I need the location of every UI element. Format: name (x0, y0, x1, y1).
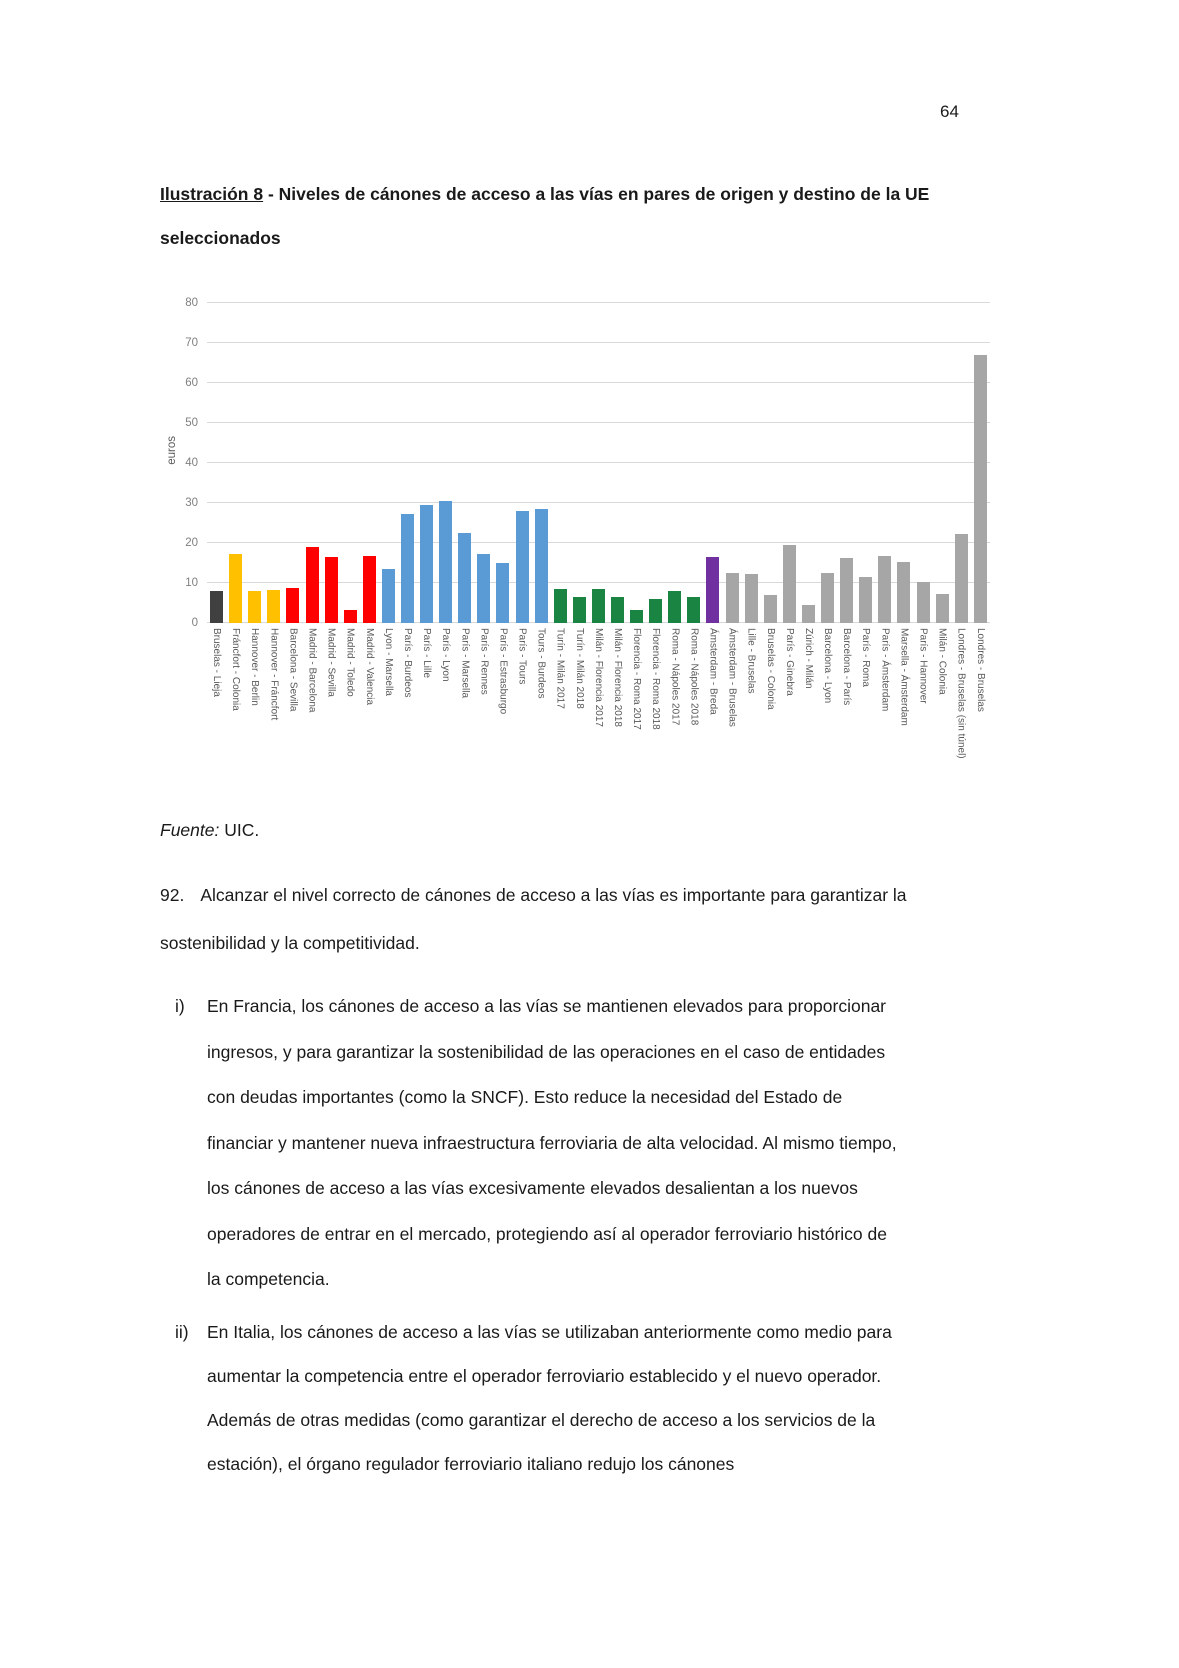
bar-París - Ámsterdam (878, 556, 891, 623)
xlabel-slot (971, 628, 990, 712)
paragraph-text: Alcanzar el nivel correcto de cánones de acceso a las vías es importante para garantizar la sostenibilidad y la competitividad. (160, 885, 907, 953)
x-axis-category-label: Madrid - Sevilla (325, 628, 337, 697)
xlabel-slot (818, 628, 837, 703)
bar-Madrid - Barcelona (306, 547, 319, 623)
x-axis-category-label: Barcelona - Sevilla (287, 628, 299, 712)
xlabel-slot (875, 628, 894, 711)
bar-slot (971, 355, 990, 623)
y-axis-tick-label: 0 (191, 617, 198, 629)
paragraph-92 (160, 871, 908, 967)
bar-slot (780, 545, 799, 623)
bar-Bruselas - Lieja (210, 591, 223, 623)
xlabel-slot (570, 628, 589, 709)
x-axis-category-label: Hannover - Fráncfort (268, 628, 280, 721)
x-axis-category-label: Bruselas - Lieja (211, 628, 223, 697)
bar-Marsella - Ámsterdam (897, 562, 910, 623)
xlabel-slot (684, 628, 703, 725)
bar-slot (818, 573, 837, 623)
x-axis-category-label: Lyon - Marsella (382, 628, 394, 696)
bar-Madrid - Toledo (344, 610, 357, 623)
bar-slot (742, 574, 761, 623)
y-axis-tick-label: 60 (185, 377, 198, 389)
bar-Florencia - Roma 2018 (649, 599, 662, 623)
xlabel-slot (379, 628, 398, 696)
bar-slot (913, 582, 932, 623)
x-axis-category-label: París - Ámsterdam (879, 628, 891, 712)
xlabel-slot (436, 628, 455, 682)
x-axis-category-label: Ámsterdam - Breda (707, 628, 719, 715)
bar-Milán - Florencia 2017 (592, 589, 605, 623)
xlabel-slot (761, 628, 780, 710)
xlabel-slot (398, 628, 417, 697)
bar-Barcelona - Lyon (821, 573, 834, 623)
xlabel-slot (493, 628, 512, 714)
xlabel-slot (780, 628, 799, 696)
x-axis-category-label: Florencia - Roma 2018 (650, 628, 662, 730)
xlabel-slot (245, 628, 264, 706)
x-axis-category-label: París - Rennes (478, 628, 490, 695)
bar-Milán - Colonia (936, 594, 949, 623)
source-value: UIC. (224, 820, 260, 840)
bar-Ámsterdam - Bruselas (726, 573, 739, 623)
bar-slot (532, 509, 551, 623)
xlabel-slot (474, 628, 493, 695)
x-axis-category-label: Tours - Burdeos (535, 628, 547, 699)
bar-Florencia - Roma 2017 (630, 610, 643, 623)
bar-slot (837, 558, 856, 623)
x-axis-category-label: Milán - Florencia 2018 (612, 628, 624, 727)
bar-slot (608, 597, 627, 623)
bar-Turín - Milán 2017 (554, 589, 567, 623)
bar-slot (894, 562, 913, 623)
bar-chart (162, 268, 1017, 759)
xlabel-slot (799, 628, 818, 689)
page-number: 64 (940, 102, 959, 121)
figure-title-label: Ilustración 8 (160, 184, 264, 204)
x-axis-category-label: Milán - Colonia (936, 628, 948, 695)
bar-slot (264, 590, 283, 623)
x-axis-category-label: Florencia - Roma 2017 (631, 628, 643, 730)
xlabel-slot (589, 628, 608, 727)
bar-Ámsterdam - Breda (706, 557, 719, 623)
bar-Londres - Bruselas (sin túnel) (955, 534, 968, 623)
bar-París - Tours (516, 511, 529, 623)
x-axis-category-label: Madrid - Valencia (363, 628, 375, 706)
bar-slot (360, 556, 379, 623)
source-label: Fuente: (160, 820, 220, 840)
x-axis-category-label: Ámsterdam - Bruselas (726, 628, 738, 727)
bar-Fráncfort - Colonia (229, 554, 242, 623)
bar-slot (341, 610, 360, 623)
bar-París - Lyon (439, 501, 452, 623)
bar-Lille - Bruselas (745, 574, 758, 623)
xlabel-slot (627, 628, 646, 730)
xlabel-slot (551, 628, 570, 709)
bar-slot (665, 591, 684, 623)
bar-Turín - Milán 2018 (573, 597, 586, 623)
x-axis-category-label: Madrid - Barcelona (306, 628, 318, 713)
x-axis-category-label: Turín - Milán 2018 (573, 628, 585, 709)
bar-Zúrich - Milán (802, 605, 815, 623)
x-axis-category-label: Lille - Bruselas (745, 628, 757, 694)
y-axis-tick-label: 50 (185, 417, 198, 429)
x-axis-category-label: Fráncfort - Colonia (230, 628, 242, 711)
xlabel-slot (933, 628, 952, 695)
bar-Hannover - Berlin (248, 591, 261, 623)
list-text-ii: En Italia, los cánones de acceso a las vías se utilizaban anteriormente como medio para aumentar la competencia entre el operador ferroviario establecido y el nuevo operador. Además de otras medidas (como garantizar el derecho de acceso a los servicios de la estación), el órgano regulador ferroviario italiano redujo los cánones (207, 1322, 892, 1474)
x-axis-category-label: Londres - Bruselas (974, 628, 986, 712)
y-axis-tick-label: 30 (185, 497, 198, 509)
xlabel-slot (226, 628, 245, 711)
bar-Lyon - Marsella (382, 569, 395, 623)
xlabel-slot (455, 628, 474, 698)
bar-Roma - Nápoles 2018 (687, 597, 700, 623)
bar-slot (379, 569, 398, 623)
bar-slot (856, 577, 875, 623)
bar-Londres - Bruselas (974, 355, 987, 623)
bar-slot (207, 591, 226, 623)
x-axis-category-label: París - Roma (860, 628, 872, 687)
xlabel-slot (723, 628, 742, 727)
y-axis-tick-label: 80 (185, 297, 198, 309)
bar-slot (761, 595, 780, 623)
y-axis-tick-label: 10 (185, 577, 198, 589)
bar-slot (283, 588, 302, 623)
bar-slot (799, 605, 818, 623)
bar-slot (703, 557, 722, 623)
bar-slot (627, 610, 646, 623)
x-axis-category-label: Roma - Nápoles 2018 (688, 628, 700, 726)
bar-Milán - Florencia 2018 (611, 597, 624, 623)
xlabel-slot (856, 628, 875, 687)
bar-Bruselas - Colonia (764, 595, 777, 623)
bar-slot (723, 573, 742, 623)
list-item-i (175, 984, 902, 1303)
bar-slot (455, 533, 474, 623)
y-axis-tick-labels (162, 297, 198, 629)
bar-slot (570, 597, 589, 623)
list-text-i: En Francia, los cánones de acceso a las vías se mantienen elevados para proporcionar ingresos, y para garantizar la sostenibilidad de las operaciones en el caso de entidades con deudas importantes (como la SNCF). Esto reduce la necesidad del Estado de financiar y mantener nueva infraestructura ferroviaria de alta velocidad. Al mismo tiempo, los cánones de acceso a las vías excesivamente elevados desalientan a los nuevos operadores de entrar en el mercado, protegiendo así al operador ferroviario histórico de la competencia. (207, 996, 897, 1289)
bar-slot (933, 594, 952, 623)
bar-París - Burdeos (401, 514, 414, 623)
y-axis-title: euros (166, 436, 178, 465)
bar-slot (398, 514, 417, 623)
xlabel-slot (322, 628, 341, 697)
bar-slot (493, 563, 512, 623)
bar-Barcelona - París (840, 558, 853, 623)
xlabel-slot (264, 628, 283, 720)
bar-Madrid - Sevilla (325, 557, 338, 623)
bar-slot (245, 591, 264, 623)
bar-París - Marsella (458, 533, 471, 623)
xlabel-slot (608, 628, 627, 727)
x-axis-category-label: Barcelona - París (841, 628, 853, 706)
bar-París - Estrasburgo (496, 563, 509, 623)
plot-area (207, 303, 990, 623)
x-axis-category-label: París - Burdeos (401, 628, 413, 698)
xlabel-slot (665, 628, 684, 725)
x-axis-category-label: Hannover - Berlin (249, 628, 261, 706)
x-axis-category-label: Madrid - Toledo (344, 628, 356, 697)
bar-París - Hannover (917, 582, 930, 623)
bar-slot (436, 501, 455, 623)
bar-París - Ginebra (783, 545, 796, 623)
x-axis-category-label: Zúrich - Milán (802, 628, 814, 689)
y-axis-tick-label: 40 (185, 457, 198, 469)
x-axis-category-label: París - Tours (516, 628, 528, 685)
xlabel-slot (513, 628, 532, 685)
xlabel-slot (207, 628, 226, 697)
bar-slot (322, 557, 341, 623)
figure-title (160, 172, 1026, 260)
xlabel-slot (360, 628, 379, 705)
bar-slot (417, 505, 436, 623)
bar-slot (875, 556, 894, 623)
paragraph-number: 92. (160, 885, 185, 905)
bar-slot (226, 554, 245, 623)
xlabel-slot (646, 628, 665, 730)
xlabel-slot (703, 628, 722, 715)
x-axis-category-label: París - Lyon (440, 628, 452, 682)
bar-slot (589, 589, 608, 623)
list-marker-ii: ii) (175, 1322, 189, 1342)
xlabel-slot (302, 628, 321, 712)
bar-Hannover - Fráncfort (267, 590, 280, 623)
bar-Barcelona - Sevilla (286, 588, 299, 623)
xlabel-slot (417, 628, 436, 678)
x-axis-category-labels (207, 628, 990, 759)
bar-París - Roma (859, 577, 872, 623)
y-axis-tick-label: 70 (185, 337, 198, 349)
x-axis-category-label: Milán - Florencia 2017 (592, 628, 604, 727)
y-axis-tick-label: 20 (185, 537, 198, 549)
x-axis-category-label: Turín - Milán 2017 (554, 628, 566, 709)
source-note (160, 818, 259, 842)
x-axis-category-label: París - Ginebra (783, 628, 795, 696)
x-axis-category-label: Marsella - Ámsterdam (898, 628, 910, 726)
xlabel-slot (742, 628, 761, 694)
x-axis-category-label: París - Estrasburgo (497, 628, 509, 715)
x-axis-category-label: Londres - Bruselas (sin túnel) (955, 628, 967, 759)
bar-París - Lille (420, 505, 433, 623)
xlabel-slot (283, 628, 302, 711)
x-axis-category-label: Roma - Nápoles 2017 (669, 628, 681, 726)
bar-Madrid - Valencia (363, 556, 376, 623)
xlabel-slot (952, 628, 971, 759)
x-axis-category-label: Bruselas - Colonia (764, 628, 776, 710)
bar-slot (684, 597, 703, 623)
bar-slot (646, 599, 665, 623)
list-item-ii (175, 1310, 902, 1486)
xlabel-slot (913, 628, 932, 704)
x-axis-category-label: París - Lille (421, 628, 433, 679)
bar-slot (474, 554, 493, 623)
xlabel-slot (837, 628, 856, 705)
bar-París - Rennes (477, 554, 490, 623)
x-axis-category-label: París - Hannover (917, 628, 929, 704)
xlabel-slot (532, 628, 551, 699)
x-axis-category-label: Barcelona - Lyon (822, 628, 834, 704)
bar-slot (551, 589, 570, 623)
bars-container (207, 303, 990, 623)
bar-Tours - Burdeos (535, 509, 548, 623)
xlabel-slot (341, 628, 360, 697)
bar-slot (513, 511, 532, 623)
x-axis-category-label: París - Marsella (459, 628, 471, 699)
figure-title-text: - Niveles de cánones de acceso a las vías en pares de origen y destino de la UE seleccionados (160, 184, 930, 248)
bar-slot (302, 547, 321, 623)
bar-Roma - Nápoles 2017 (668, 591, 681, 623)
bar-slot (952, 534, 971, 623)
list-marker-i: i) (175, 996, 185, 1016)
xlabel-slot (894, 628, 913, 726)
